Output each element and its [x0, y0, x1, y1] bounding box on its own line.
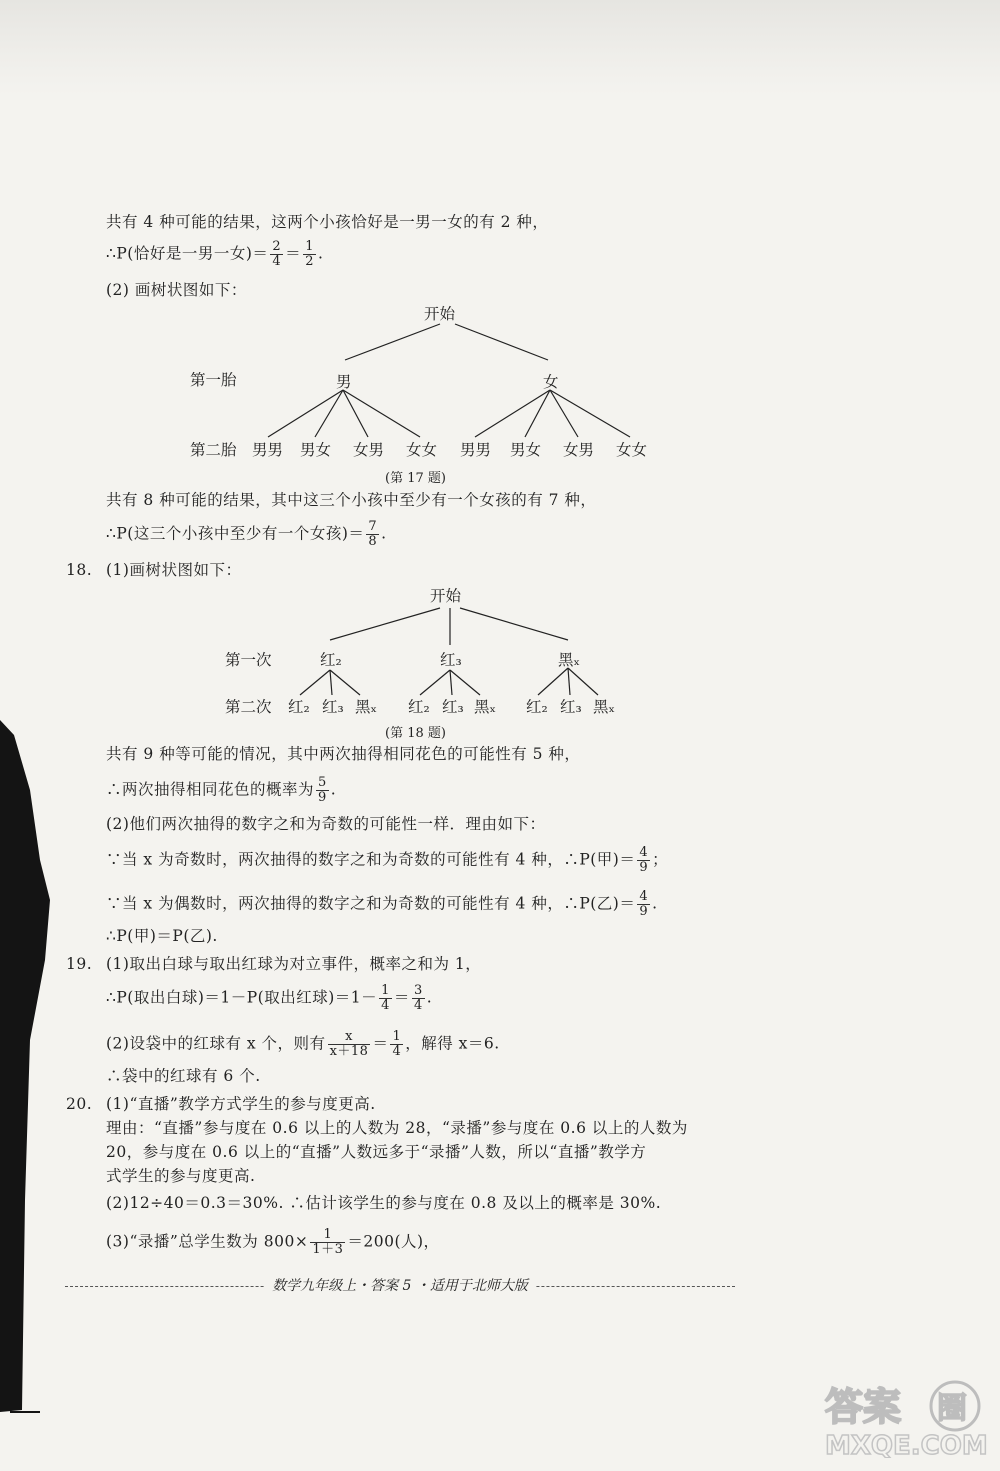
q18-line1: 共有 9 种等可能的情况，其中两次抽得相同花色的可能性有 5 种，: [106, 745, 581, 763]
q19-line4: ∴袋中的红球有 6 个.: [106, 1067, 261, 1085]
q19-line2: ∴P(取出白球)＝1－P(取出红球)＝1－ $\frac{1}{4}$ ＝ $\frac{3}{4}$ .: [106, 983, 433, 1013]
tree18-node: 红₃: [440, 651, 462, 669]
tree18-leaf: 红₂: [408, 698, 430, 716]
figure-caption: (第 18 题): [385, 726, 446, 741]
q20-line1: (1)“直播”教学方式学生的参与度更高.: [106, 1095, 376, 1113]
svg-text:MXQE.COM: MXQE.COM: [825, 1431, 988, 1458]
q18-part1: (1)画树状图如下：: [106, 561, 242, 579]
tree18-node: 红₂: [320, 651, 342, 669]
tree18-leaf: 红₂: [288, 698, 310, 716]
tree17-level1-label: 第一胎: [190, 371, 237, 389]
svg-text:圈: 圈: [937, 1391, 967, 1426]
q18-line4: ∵当 x 为偶数时，两次抽得的数字之和为奇数的可能性有 4 种，∴P(乙)＝ $\frac{4}{9}$ .: [106, 889, 658, 919]
q18-number: 18.: [66, 561, 93, 579]
q20-line2: 理由：“直播”参与度在 0.6 以上的人数为 28，“录播”参与度在 0.6 以上的人数为: [106, 1119, 688, 1137]
q20-line3: 20，参与度在 0.6 以上的“直播”人数远多于“录播”人数，所以“直播”教学方: [106, 1143, 647, 1161]
q17-line2: ∴P(恰好是一男一女)＝ $\frac{2}{4}$ ＝ $\frac{1}{2}$ .: [106, 239, 324, 269]
tree17-leaf: 女女: [616, 441, 648, 459]
fraction: $\frac{4}{9}$: [639, 845, 649, 875]
fraction: $\frac{5}{9}$: [318, 775, 327, 805]
q19-number: 19.: [66, 955, 93, 973]
q20-line6: (3)“录播”总学生数为 800× $\frac{1}{1+3}$ ＝200(人)，: [106, 1227, 440, 1257]
tree18-leaf: 红₃: [322, 698, 344, 716]
svg-text:答案: 答案: [825, 1385, 902, 1429]
q17-line4: ∴P(这三个小孩中至少有一个女孩)＝ $\frac{7}{8}$ .: [106, 519, 387, 549]
q18-line2: ∴两次抽得相同花色的概率为 $\frac{5}{9}$ .: [106, 775, 337, 805]
q18-part2: (2)他们两次抽得的数字之和为奇数的可能性一样．理由如下：: [106, 815, 546, 833]
fraction: $\frac{3}{4}$: [413, 983, 423, 1013]
tree17-leaf: 男女: [300, 441, 332, 459]
q20-number: 20.: [66, 1095, 93, 1113]
tree18-leaf: 红₃: [560, 698, 582, 716]
tree17-leaf: 女男: [353, 441, 385, 459]
fraction: $\frac{1}{1+3}$: [312, 1227, 344, 1257]
tree17-root: 开始: [424, 305, 456, 323]
tree18-node: 黑ₓ: [558, 651, 581, 669]
tree18-root: 开始: [430, 587, 462, 605]
tree17-level2-label: 第二胎: [190, 441, 237, 459]
watermark-graphic: [820, 1378, 990, 1458]
tree17-leaf: 男女: [510, 441, 542, 459]
tree18-leaf: 黑ₓ: [355, 698, 378, 716]
q19-line1: (1)取出白球与取出红球为对立事件，概率之和为 1，: [106, 955, 482, 973]
fraction: $\frac{2}{4}$: [272, 239, 282, 269]
tree17-node: 女: [543, 373, 559, 391]
tree17-node: 男: [336, 373, 352, 391]
fraction: $\frac{x}{x+18}$: [329, 1029, 369, 1059]
fraction: $\frac{4}{9}$: [639, 889, 649, 919]
tree18-leaf: 红₃: [442, 698, 464, 716]
page-footer: 数学九年级上・答案 5 ・适用于北师大版: [0, 1275, 800, 1295]
tree17-leaf: 男男: [460, 441, 492, 459]
tree18-leaf: 黑ₓ: [593, 698, 616, 716]
figure-caption: (第 17 题): [385, 471, 446, 486]
q18-line3: ∵当 x 为奇数时，两次抽得的数字之和为奇数的可能性有 4 种，∴P(甲)＝ $\frac{4}{9}$ ；: [106, 845, 669, 875]
q20-line5: (2)12÷40＝0.3＝30%. ∴估计该学生的参与度在 0.8 及以上的概率是 30%.: [106, 1194, 662, 1212]
watermark-logo: [820, 1378, 990, 1458]
fraction: $\frac{1}{4}$: [381, 983, 390, 1013]
tree18-level1-label: 第一次: [225, 651, 272, 669]
q17-part2: (2) 画树状图如下：: [106, 281, 247, 299]
fraction: $\frac{1}{2}$: [305, 239, 314, 269]
q20-line4: 式学生的参与度更高.: [106, 1167, 256, 1185]
tree17-leaf: 女女: [406, 441, 438, 459]
tree18-leaf: 红₂: [526, 698, 548, 716]
tree17-leaf: 男男: [252, 441, 284, 459]
q17-line1: 共有 4 种可能的结果，这两个小孩恰好是一男一女的有 2 种，: [106, 213, 549, 231]
tree17-leaf: 女男: [563, 441, 595, 459]
fraction: $\frac{7}{8}$: [368, 519, 378, 549]
tree18-leaf: 黑ₓ: [474, 698, 497, 716]
q19-line3: (2)设袋中的红球有 x 个，则有 $\frac{x}{x+18}$ ＝ $\frac{1}{4}$ ，解得 x＝6.: [106, 1029, 500, 1059]
fraction: $\frac{1}{4}$: [392, 1029, 402, 1059]
q18-line5: ∴P(甲)＝P(乙).: [106, 927, 218, 945]
tree18-level2-label: 第二次: [225, 698, 272, 716]
q17-line3: 共有 8 种可能的结果，其中这三个小孩中至少有一个女孩的有 7 种，: [106, 491, 597, 509]
